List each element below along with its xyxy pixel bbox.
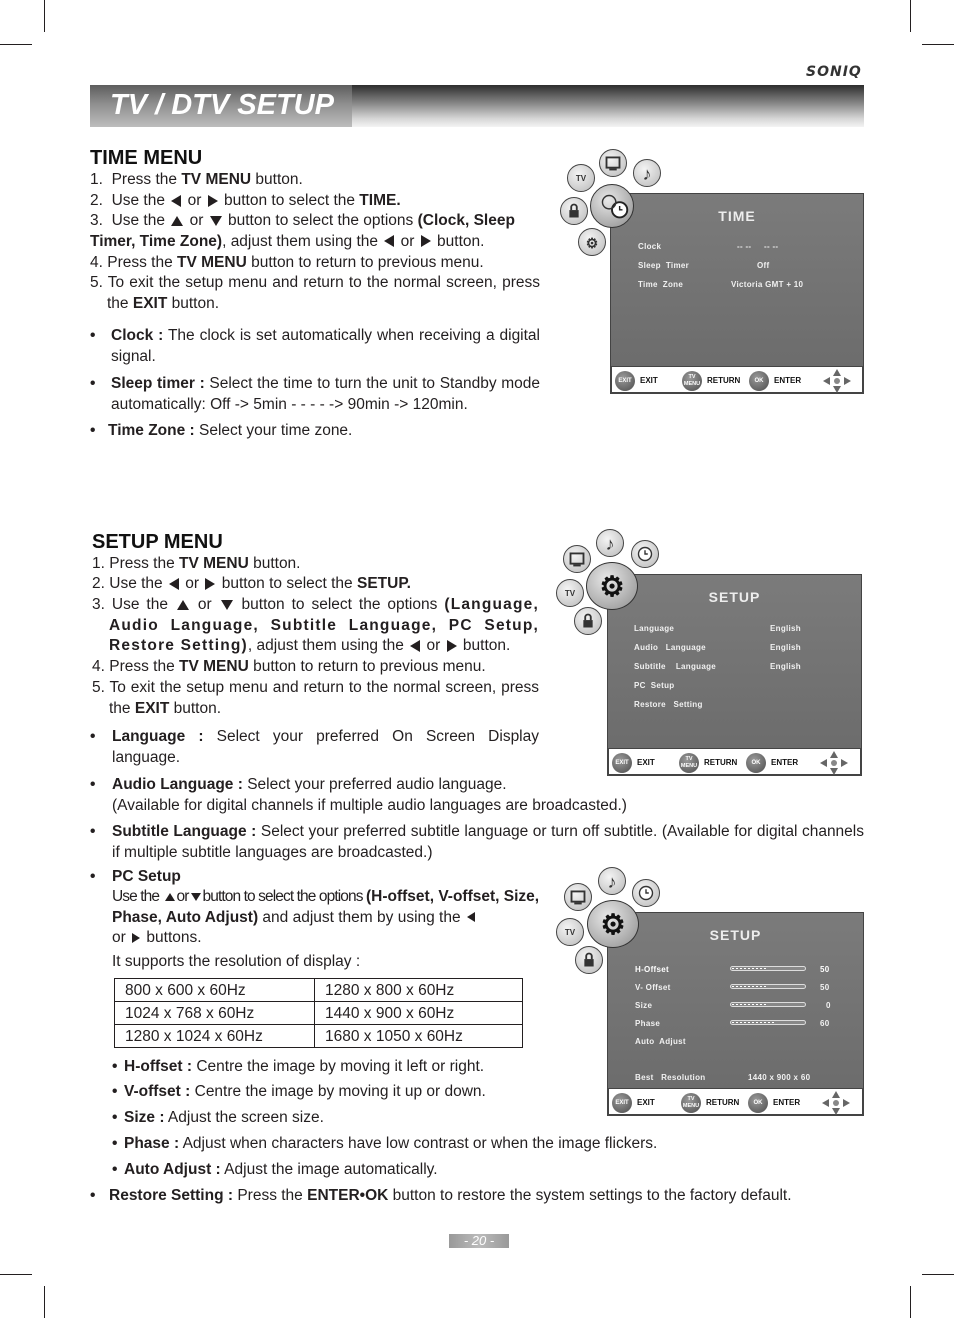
step-number: 2. (90, 192, 103, 209)
step-text: or (183, 192, 206, 209)
enter-label: ENTER (774, 376, 802, 385)
table-cell: 1440 x 900 x 60Hz (315, 1002, 523, 1025)
step-text: button. (458, 637, 511, 654)
step-text: button to select the options (223, 212, 418, 229)
slider-fill (732, 986, 768, 987)
step-text: or (422, 637, 445, 654)
step-bold: TIME. (359, 192, 401, 209)
table-cell: 1680 x 1050 x 60Hz (315, 1025, 523, 1048)
bullet-dot: • (112, 1109, 118, 1126)
bullet-text: Select your preferred audio language. (242, 776, 507, 793)
osd-row-label: Phase (635, 1019, 661, 1028)
table-cell: 800 x 600 x 60Hz (115, 979, 315, 1002)
bullet-label: Clock : (111, 327, 164, 344)
osd-row-label: Time Zone (638, 280, 684, 289)
setup-step-5 (92, 678, 539, 719)
osd-row-label: PC Setup (634, 681, 675, 690)
time-step-3 (90, 211, 540, 252)
bullet-label: Time Zone : (108, 422, 195, 439)
bullet-label: Size : (124, 1109, 165, 1126)
osd-row-value: 50 (820, 965, 830, 974)
enter-label: ENTER (771, 758, 799, 767)
table-row (115, 979, 523, 1002)
osd-footer (608, 748, 861, 775)
bullet-dot: • (90, 327, 96, 344)
step-text: buttons. (142, 929, 202, 946)
step-bold: SETUP. (356, 575, 411, 592)
bullet-note: (Available for digital channels if multiple audio languages are broadcasted.) (112, 796, 627, 814)
crop-mark (910, 0, 911, 32)
ok-key-icon: OK (749, 371, 769, 391)
bullet-label: V-offset : (124, 1083, 191, 1100)
step-number: 4. (90, 254, 103, 271)
best-resolution-value: 1440 x 900 x 60 (748, 1073, 811, 1082)
crop-mark (922, 44, 954, 45)
bullet-label: Sleep timer : (111, 375, 205, 392)
bullet-label: Auto Adjust : (124, 1161, 221, 1178)
step-text: or (396, 232, 419, 250)
step-text: button. (167, 294, 220, 312)
bullet-text: Press the (233, 1187, 308, 1204)
setup-step-3 (92, 595, 539, 657)
tv-menu-key-icon: TV MENU (681, 1093, 701, 1113)
osd-row-value: -- -- -- -- (737, 242, 779, 251)
osd-row-value: English (770, 643, 801, 652)
tv-menu-key-icon: TV MENU (679, 753, 699, 773)
step-text: Press the (111, 171, 182, 188)
exit-key-icon: EXIT (615, 371, 635, 391)
bullet-label: Restore Setting : (109, 1187, 234, 1204)
osd-footer (611, 366, 863, 393)
page-number: - 20 - (449, 1234, 509, 1248)
setup-gear-icon: ⚙ (586, 562, 638, 610)
setup-step-4 (92, 657, 539, 678)
tv-source-icon: TV (556, 579, 584, 607)
bullet-label: Audio Language : (112, 776, 243, 793)
step-text: button to select the (219, 192, 360, 209)
left-arrow-icon (169, 578, 179, 590)
right-arrow-icon (421, 235, 431, 247)
step-bold: TV MENU (177, 254, 247, 271)
bullet-label: Subtitle Language : (112, 823, 257, 840)
h-offset-slider (730, 966, 806, 971)
step-text: and adjust them by using the (258, 908, 465, 926)
tv-source-icon: TV (556, 918, 584, 946)
step-bold: TV MENU (179, 658, 249, 675)
step-text: Use the (109, 575, 167, 592)
table-cell: 1024 x 768 x 60Hz (115, 1002, 315, 1025)
bullet-text: Adjust when characters have low contrast or when the image flickers. (179, 1135, 658, 1152)
crop-mark (910, 1286, 911, 1318)
ok-key-icon: OK (746, 753, 766, 773)
step-text: Use the (111, 596, 175, 613)
osd-title: TIME (718, 208, 756, 224)
osd-footer (608, 1088, 863, 1115)
bullet-dot: • (112, 1058, 118, 1075)
music-note-icon: ♪ (596, 529, 624, 557)
step-number: 2. (92, 575, 105, 592)
bullet-text: Centre the image by moving it up or down. (190, 1083, 486, 1100)
step-text: or (190, 596, 219, 613)
step-text: , adjust them using the (247, 637, 409, 654)
step-text: button to select the options (234, 596, 445, 613)
exit-label: EXIT (637, 758, 655, 767)
ok-key-icon: OK (748, 1093, 768, 1113)
step-number: 1. (92, 555, 105, 572)
osd-row-label: V- Offset (635, 983, 671, 992)
bullet-text: Select your time zone. (194, 422, 353, 439)
time-step-4 (90, 253, 540, 274)
step-text: button to select the options (202, 888, 366, 905)
bullet-text: Select your preferred On Screen Display language. (112, 728, 540, 766)
step-bold: EXIT (132, 294, 168, 312)
osd-title: SETUP (709, 927, 762, 943)
step-bold: TV MENU (181, 171, 252, 188)
clock-time-icon (590, 184, 634, 228)
time-step-2 (90, 191, 540, 212)
down-arrow-icon (210, 216, 222, 226)
pc-setup-description (112, 887, 540, 949)
step-number: 5. (92, 679, 105, 696)
osd-setup-screen (607, 574, 862, 776)
osd-row-label: Size (635, 1001, 653, 1010)
osd-row-label: Sleep Timer (638, 261, 690, 270)
setup-step-1 (92, 554, 539, 575)
music-note-icon: ♪ (598, 867, 626, 895)
step-text: Use the (111, 212, 170, 229)
page-title: TV / DTV SETUP (90, 85, 352, 127)
step-text: or (112, 929, 131, 946)
best-resolution-label: Best Resolution (635, 1073, 706, 1082)
resolution-intro: It supports the resolution of display : (112, 953, 361, 970)
slider-fill (732, 968, 768, 969)
left-arrow-icon (410, 640, 420, 652)
bullet-label: H-offset : (124, 1058, 193, 1075)
osd-row-label: H-Offset (635, 965, 669, 974)
right-arrow-icon (208, 195, 218, 207)
brand-logo: SONIQ (806, 64, 862, 80)
bullet-dot: • (112, 1161, 118, 1178)
step-text: , adjust them using the (222, 232, 383, 250)
resolution-table (114, 978, 523, 1048)
time-step-5 (90, 273, 540, 314)
bullet-dot: • (90, 1187, 96, 1204)
osd-row-value: 50 (820, 983, 830, 992)
bullet-text: Select your preferred subtitle language or turn off subtitle. (Available for digital channels if multiple subtitle languages are broadcasted.) (112, 823, 864, 861)
osd-row-label: Subtitle Language (634, 662, 717, 671)
setup-step-2 (92, 574, 539, 595)
step-text: To exit the setup menu and return to the normal screen, press the (109, 679, 539, 717)
bullet-dot: • (90, 728, 96, 745)
settings-gear-icon: ⚙ (578, 228, 606, 256)
up-arrow-icon (165, 893, 175, 901)
lock-icon (574, 607, 602, 635)
step-bold: (H-offset, V-offset, Size, Phase, Auto Adjust) (112, 888, 540, 926)
bullet-label: PC Setup (112, 868, 181, 885)
step-number: 3. (92, 596, 105, 613)
step-text: Use the (112, 888, 163, 905)
bullet-text: Select the time to turn the unit to Standby mode automatically: Off -> 5min - - - - -> 90min -> 120min. (111, 375, 540, 413)
bullet-text: Centre the image by moving it left or right. (192, 1058, 485, 1075)
table-cell: 1280 x 800 x 60Hz (315, 979, 523, 1002)
step-text: or (185, 212, 208, 229)
left-arrow-icon (384, 235, 394, 247)
setup-menu-title: SETUP MENU (92, 531, 223, 553)
slider-fill (732, 1022, 775, 1023)
step-number: 4. (92, 658, 105, 675)
music-note-icon: ♪ (633, 159, 661, 187)
up-arrow-icon (171, 216, 183, 226)
slider-fill (732, 1004, 768, 1005)
bullet-text: The clock is set automatically when receiving a digital signal. (111, 327, 540, 365)
bullet-dot: • (90, 422, 96, 439)
left-arrow-icon (467, 912, 475, 922)
osd-row-label: Clock (638, 242, 662, 251)
osd-row-value: Victoria GMT + 10 (731, 280, 804, 289)
step-text: button to return to previous menu. (248, 658, 486, 675)
bullet-dot: • (112, 1083, 118, 1100)
osd-row-value: 60 (820, 1019, 830, 1028)
step-text: Press the (109, 555, 180, 572)
bullet-text: Adjust the screen size. (164, 1109, 324, 1126)
step-number: 3. (90, 212, 103, 229)
right-arrow-icon (205, 578, 215, 590)
table-row (115, 1002, 523, 1025)
tv-source-icon: TV (567, 164, 595, 192)
step-bold: EXIT (134, 699, 170, 717)
osd-row-value: Off (757, 261, 770, 270)
bullet-label: Language : (112, 728, 204, 745)
time-step-1 (90, 170, 540, 191)
crop-mark (0, 1274, 32, 1275)
step-text: or (180, 575, 204, 592)
step-bold: (Clock, Sleep Timer, Time Zone) (90, 212, 515, 250)
bullet-dot: • (112, 1135, 118, 1152)
lock-icon (575, 946, 603, 974)
step-text: button. (248, 555, 301, 572)
step-text: To exit the setup menu and return to the normal screen, press the (107, 274, 540, 312)
bullet-text: Adjust the image automatically. (220, 1161, 438, 1178)
right-arrow-icon (132, 933, 140, 943)
bullet-bold: ENTER•OK (307, 1187, 389, 1204)
exit-key-icon: EXIT (612, 753, 632, 773)
return-label: RETURN (707, 376, 741, 385)
down-arrow-icon (191, 893, 201, 901)
step-bold: (Language, Audio Language, Subtitle Language, PC Setup, Restore Setting) (109, 596, 539, 654)
dpad-icon (819, 1091, 853, 1115)
osd-time-screen (610, 193, 864, 394)
bullet-label: Phase : (124, 1135, 180, 1152)
bullet-dot: • (90, 823, 96, 840)
table-cell: 1280 x 1024 x 60Hz (115, 1025, 315, 1048)
osd-row-value: 0 (826, 1001, 831, 1010)
table-row (115, 1025, 523, 1048)
osd-row-label: Audio Language (634, 643, 706, 652)
step-text: button. (251, 171, 303, 188)
osd-title: SETUP (708, 589, 761, 605)
exit-key-icon: EXIT (612, 1093, 632, 1113)
osd-row-value: English (770, 662, 801, 671)
step-bold: TV MENU (179, 555, 249, 572)
step-text: Press the (109, 658, 180, 675)
exit-label: EXIT (640, 376, 658, 385)
up-arrow-icon (177, 600, 189, 610)
step-number: 1. (90, 171, 103, 188)
step-text: button. (432, 232, 485, 250)
crop-mark (44, 1286, 45, 1318)
down-arrow-icon (221, 600, 233, 610)
step-text: or (176, 888, 189, 905)
step-text: button to return to previous menu. (246, 254, 484, 271)
bullet-dot: • (90, 868, 96, 885)
osd-row-value: English (770, 624, 801, 633)
left-arrow-icon (171, 195, 181, 207)
tv-screen-icon (599, 149, 627, 177)
size-slider (730, 1002, 806, 1007)
enter-label: ENTER (773, 1098, 801, 1107)
osd-row-label: Language (634, 624, 675, 633)
time-menu-title: TIME MENU (90, 147, 203, 169)
lock-icon (560, 197, 588, 225)
return-label: RETURN (704, 758, 738, 767)
osd-row-label: Restore Setting (634, 700, 703, 709)
crop-mark (0, 44, 32, 45)
osd-pc-screen (607, 912, 864, 1116)
right-arrow-icon (447, 640, 457, 652)
return-label: RETURN (706, 1098, 740, 1107)
tv-menu-key-icon: TV MENU (682, 371, 702, 391)
bullet-dot: • (90, 776, 96, 793)
crop-mark (44, 0, 45, 32)
step-text: Use the (111, 192, 170, 209)
setup-gear-icon: ⚙ (587, 900, 639, 948)
step-text: button. (169, 699, 222, 717)
phase-slider (730, 1020, 806, 1025)
step-number: 5. (90, 274, 103, 291)
bullet-text: button to restore the system settings to the factory default. (388, 1187, 792, 1204)
step-text: button to select the (217, 575, 357, 592)
dpad-icon (820, 369, 854, 393)
v-offset-slider (730, 984, 806, 989)
dpad-icon (817, 751, 851, 775)
exit-label: EXIT (637, 1098, 655, 1107)
osd-row-label: Auto Adjust (635, 1037, 686, 1046)
bullet-dot: • (90, 375, 96, 392)
step-text: Press the (107, 254, 178, 271)
crop-mark (922, 1274, 954, 1275)
